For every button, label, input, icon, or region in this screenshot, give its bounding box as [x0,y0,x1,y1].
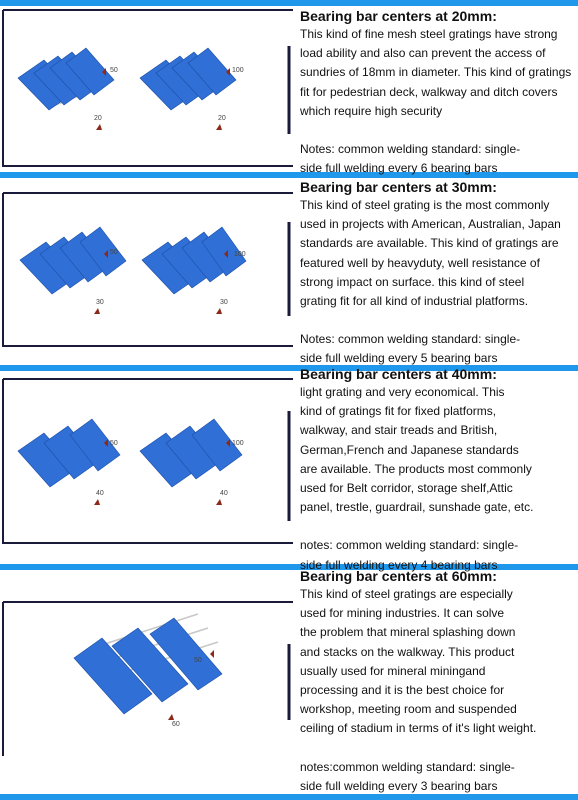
dim-label: 50 [110,249,118,256]
section-notes [300,758,576,796]
section-body [300,585,576,739]
grating-left [18,419,120,487]
notes-line: Notes: common welding standard: single- [300,142,521,157]
notes-line: side full welding every 4 bearing bars [300,557,498,572]
body-line: used in projects with American, Australian, Japan [300,217,561,232]
dim-label: 20 [94,115,102,122]
section-notes [300,140,576,178]
dim-label: 30 [220,299,228,306]
section-text-60mm [300,567,576,796]
section-text-20mm [300,7,576,178]
dim-label: 20 [218,115,226,122]
dim-label: 50 [110,67,118,74]
dim-label: 30 [96,299,104,306]
grating-right [142,227,246,294]
body-line: and stacks on the walkway. This product [300,644,515,659]
section-title: Bearing bar centers at 40mm: [300,366,497,382]
notes-line: side full welding every 3 bearing bars [300,778,498,793]
dim-label: 60 [172,721,180,728]
notes-line: Notes: common welding standard: single- [300,332,521,347]
section-60mm [0,570,578,794]
grating-single [74,614,222,714]
section-40mm [0,366,578,572]
body-line: walkway, and stair treads and British, [300,423,498,438]
body-line: This kind of fine mesh steel gratings have strong [300,27,558,41]
body-line: load ability and also can prevent the access of [300,46,546,61]
grating-illustration-30mm [0,178,293,365]
dim-label: 100 [234,251,246,258]
body-line: strong impact on surface. this kind of steel [300,274,525,289]
grating-illustration-20mm [0,6,293,172]
dim-label: 100 [232,67,244,74]
body-line: This kind of steel gratings are especially [300,587,513,601]
grating-right [140,48,236,110]
body-line: used for mining industries. It can solve [300,606,505,621]
body-line: which require high security [300,103,443,118]
section-text-40mm [300,365,576,575]
body-line: grating fit for all kind of industrial platforms. [300,294,529,309]
body-line: workshop, meeting room and suspended [300,702,517,717]
section-body [300,196,576,311]
notes-line: notes: common welding standard: single- [300,538,519,553]
section-20mm [0,6,578,176]
body-line: panel, trestle, guardrail, sunshade gate, etc. [300,500,534,515]
body-line: sundries of 18mm in diameter. This kind of gratings [300,65,572,80]
grating-left [20,227,126,294]
body-line: are available. The products most commonly [300,461,532,476]
body-line: German,French and Japanese standards [300,442,519,457]
body-line: standards are available. This kind of gratings are [300,236,559,251]
body-line: kind of gratings fit for fixed platforms, [300,404,497,419]
section-title: Bearing bar centers at 20mm: [300,8,497,24]
notes-line: side full welding every 5 bearing bars [300,351,498,366]
section-notes [300,330,576,368]
section-30mm [0,178,578,365]
notes-line: notes:common welding standard: single- [300,759,515,774]
grating-svg-30mm [0,178,293,365]
grating-illustration-40mm [0,371,293,564]
section-text-30mm [300,178,576,369]
body-line: light grating and very economical. This [300,385,505,399]
body-line: fit for pedestrian deck, walkway and ditch covers [300,84,558,99]
dim-label: 40 [96,490,104,497]
notes-line: side full welding every 6 bearing bars [300,161,498,176]
grating-svg-40mm [0,371,293,564]
grating-right [140,419,242,487]
body-line: usually used for mineral miningand [300,663,486,678]
body-line: featured well by heavyduty, well resistance of [300,255,540,270]
dim-label: 50 [194,657,202,664]
section-title: Bearing bar centers at 60mm: [300,568,497,584]
body-line: processing and it is the best choice for [300,683,505,698]
section-body [300,25,576,121]
dim-label: 40 [220,490,228,497]
grating-left [18,48,114,110]
body-line: This kind of steel grating is the most commonly [300,198,550,212]
grating-svg-20mm [0,6,293,172]
section-title: Bearing bar centers at 30mm: [300,179,497,195]
body-line: the problem that mineral splashing down [300,625,516,640]
grating-illustration-60mm [0,570,293,794]
dim-label: 50 [110,440,118,447]
dim-label: 100 [232,440,244,447]
body-line: used for Belt corridor, storage shelf,Attic [300,481,513,496]
section-body [300,383,576,517]
grating-svg-60mm [0,570,293,794]
body-line: ceiling of stadium in terms of it's light weight. [300,721,537,736]
